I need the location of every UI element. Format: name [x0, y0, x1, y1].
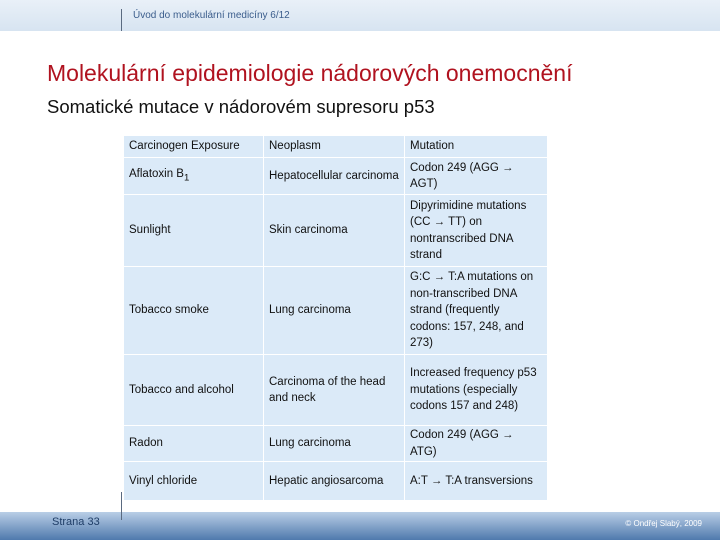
- header-mutation: Mutation: [405, 136, 548, 158]
- mutation-cell: G:C → T:A mutations on non-transcribed DNA strand (frequently codons: 157, 248, and 273): [405, 267, 548, 355]
- mutation-cell: Dipyrimidine mutations (CC → TT) on nontranscribed DNA strand: [405, 195, 548, 267]
- table-row: [124, 195, 548, 267]
- slide-subtitle: Somatické mutace v nádorovém supresoru p53: [47, 96, 435, 117]
- mutation-cell: A:T → T:A transversions: [405, 462, 548, 501]
- mutation-table: [123, 135, 548, 501]
- mutation-cell: Increased frequency p53 mutations (especially codons 157 and 248): [405, 355, 548, 426]
- table-header-row: [124, 136, 548, 158]
- subscript: 1: [183, 171, 190, 183]
- footer-divider: [121, 492, 122, 520]
- header-divider: [121, 9, 122, 31]
- table-row: [124, 462, 548, 501]
- page-number: Strana 33: [52, 516, 100, 528]
- course-header: Úvod do molekulární medicíny 6/12: [133, 10, 290, 21]
- exposure-cell: Radon: [124, 426, 264, 462]
- table-row: [124, 158, 548, 195]
- neoplasm-cell: Hepatic angiosarcoma: [264, 462, 405, 501]
- exposure-cell: Tobacco smoke: [124, 267, 264, 355]
- exposure-cell: Sunlight: [124, 195, 264, 267]
- footer-bar: [0, 512, 720, 540]
- neoplasm-cell: Skin carcinoma: [264, 195, 405, 267]
- table-row: [124, 355, 548, 426]
- mutation-cell: Codon 249 (AGG → ATG): [405, 426, 548, 462]
- neoplasm-cell: Carcinoma of the head and neck: [264, 355, 405, 426]
- exposure-cell: Tobacco and alcohol: [124, 355, 264, 426]
- table-row: [124, 267, 548, 355]
- header-neoplasm: Neoplasm: [264, 136, 405, 158]
- slide-title: Molekulární epidemiologie nádorových onemocnění: [47, 60, 573, 86]
- mutation-table-container: [123, 135, 547, 500]
- neoplasm-cell: Lung carcinoma: [264, 267, 405, 355]
- header-exposure: Carcinogen Exposure: [124, 136, 264, 158]
- exposure-cell: Aflatoxin $B_1$: [124, 158, 264, 195]
- mutation-cell: Codon 249 (AGG → AGT): [405, 158, 548, 195]
- neoplasm-cell: Lung carcinoma: [264, 426, 405, 462]
- neoplasm-cell: Hepatocellular carcinoma: [264, 158, 405, 195]
- table-row: [124, 426, 548, 462]
- exposure-cell: Vinyl chloride: [124, 462, 264, 501]
- top-header-bar: [0, 0, 720, 31]
- copyright-text: © Ondřej Slabý, 2009: [625, 519, 702, 528]
